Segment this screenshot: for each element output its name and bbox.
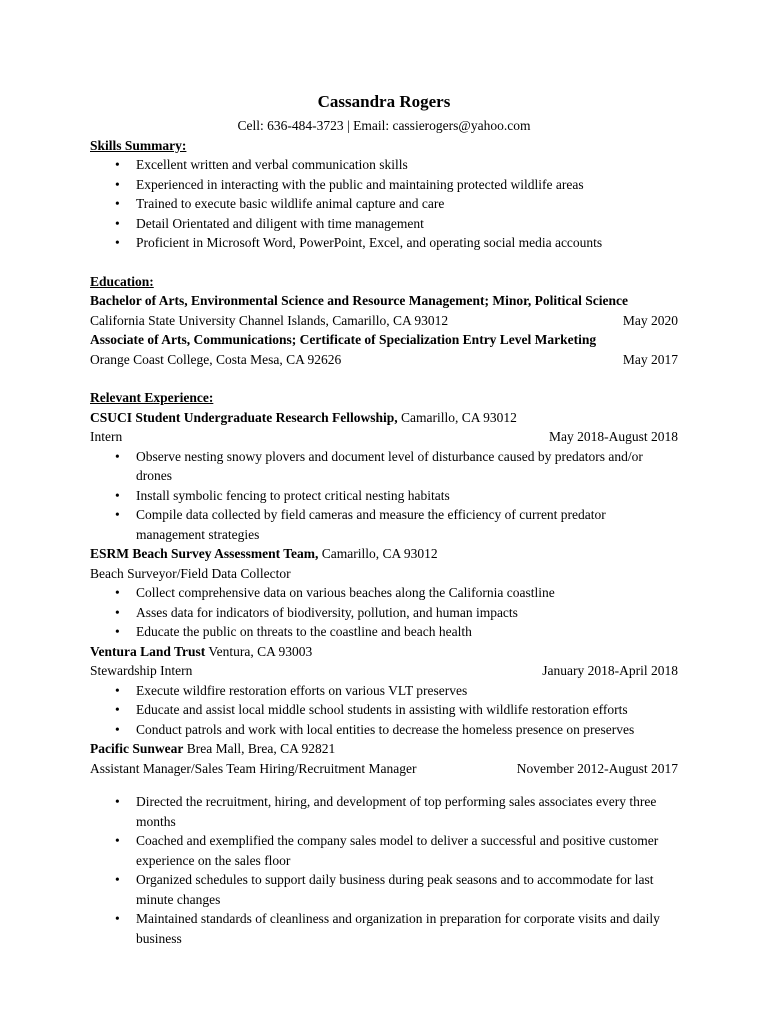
organization-name: ESRM Beach Survey Assessment Team, <box>90 546 319 561</box>
list-item: • Install symbolic fencing to protect critical nesting habitats <box>136 486 678 506</box>
job-entry <box>90 739 678 948</box>
contact-line: Cell: 636-484-3723 | Email: cassierogers@yahoo.com <box>237 118 531 133</box>
list-item: • Collect comprehensive data on various beaches along the California coastline <box>136 583 678 603</box>
education-entry <box>90 291 678 330</box>
role-row <box>90 759 678 779</box>
degree-title: Bachelor of Arts, Environmental Science and Resource Management; Minor, Political Science <box>90 293 628 308</box>
list-item: • Conduct patrols and work with local entities to decrease the homeless presence on preserves <box>136 720 678 740</box>
organization-location: Camarillo, CA 93012 <box>318 546 438 561</box>
section-spacer <box>90 253 678 272</box>
job-role: Intern <box>90 429 123 444</box>
list-item: • Compile data collected by field cameras and measure the efficiency of current predator management strategies <box>136 505 678 544</box>
organization-name: CSUCI Student Undergraduate Research Fellowship, <box>90 409 398 425</box>
graduation-date: May 2017 <box>622 351 678 367</box>
education-entry <box>90 330 678 369</box>
education-heading: Education: <box>90 273 154 289</box>
job-entry <box>90 642 678 740</box>
job-bullets <box>90 681 678 740</box>
skills-list <box>90 155 678 253</box>
list-item: • Asses data for indicators of biodiversity, pollution, and human impacts <box>136 603 678 623</box>
list-item: • Coached and exemplified the company sales model to deliver a successful and positive customer experience on the sales floor <box>136 831 678 870</box>
school-name: Orange Coast College, Costa Mesa, CA 92626 <box>90 351 342 367</box>
list-item: • Educate and assist local middle school students in assisting with wildlife restoration efforts <box>136 700 678 720</box>
list-item: • Organized schedules to support daily business during peak seasons and to accommodate for last minute changes <box>136 870 678 909</box>
list-item: • Maintained standards of cleanliness and organization in preparation for corporate visits and daily business <box>136 909 678 948</box>
experience-heading: Relevant Experience: <box>90 390 214 405</box>
job-entry <box>90 408 678 545</box>
degree-title: Associate of Arts, Communications; Certificate of Specialization Entry Level Marketing <box>90 332 597 347</box>
job-role: Beach Surveyor/Field Data Collector <box>90 565 291 581</box>
job-dates: May 2018-August 2018 <box>549 429 678 444</box>
job-header <box>90 408 678 428</box>
list-item: • Excellent written and verbal communication skills <box>136 155 678 175</box>
list-item: • Trained to execute basic wildlife animal capture and care <box>136 194 678 214</box>
graduation-date: May 2020 <box>622 312 678 328</box>
job-bullets <box>90 447 678 545</box>
role-row <box>90 661 678 681</box>
job-header <box>90 739 678 759</box>
job-role: Stewardship Intern <box>90 663 193 678</box>
list-item: • Experienced in interacting with the public and maintaining protected wildlife areas <box>136 175 678 195</box>
organization-location: Brea Mall, Brea, CA 92821 <box>183 741 336 756</box>
list-item: • Proficient in Microsoft Word, PowerPoint, Excel, and operating social media accounts <box>136 233 678 253</box>
school-row <box>90 350 678 370</box>
spacer <box>90 778 678 792</box>
job-entry <box>90 544 678 642</box>
resume-content <box>90 90 678 948</box>
organization-location: Ventura, CA 93003 <box>205 643 313 659</box>
list-item: • Educate the public on threats to the coastline and beach health <box>136 622 678 642</box>
organization-location: Camarillo, CA 93012 <box>397 409 517 425</box>
job-bullets <box>90 792 678 948</box>
role-row <box>90 564 678 584</box>
list-item: • Detail Orientated and diligent with time management <box>136 214 678 234</box>
role-row <box>90 427 678 447</box>
skills-heading: Skills Summary: <box>90 137 187 153</box>
job-bullets <box>90 583 678 642</box>
job-role: Assistant Manager/Sales Team Hiring/Recruitment Manager <box>90 760 417 776</box>
list-item: • Directed the recruitment, hiring, and development of top performing sales associates every three months <box>136 792 678 831</box>
school-name: California State University Channel Islands, Camarillo, CA 93012 <box>90 312 449 328</box>
organization-name: Pacific Sunwear <box>90 741 184 756</box>
candidate-name: Cassandra Rogers <box>317 92 451 111</box>
list-item: • Observe nesting snowy plovers and document level of disturbance caused by predators and/or drones <box>136 447 678 486</box>
job-header <box>90 544 678 564</box>
job-dates: November 2012-August 2017 <box>516 760 678 776</box>
school-row <box>90 311 678 331</box>
organization-name: Ventura Land Trust <box>90 643 206 659</box>
section-spacer <box>90 369 678 388</box>
job-dates: January 2018-April 2018 <box>542 663 678 678</box>
list-item: • Execute wildfire restoration efforts on various VLT preserves <box>136 681 678 701</box>
job-header <box>90 642 678 662</box>
